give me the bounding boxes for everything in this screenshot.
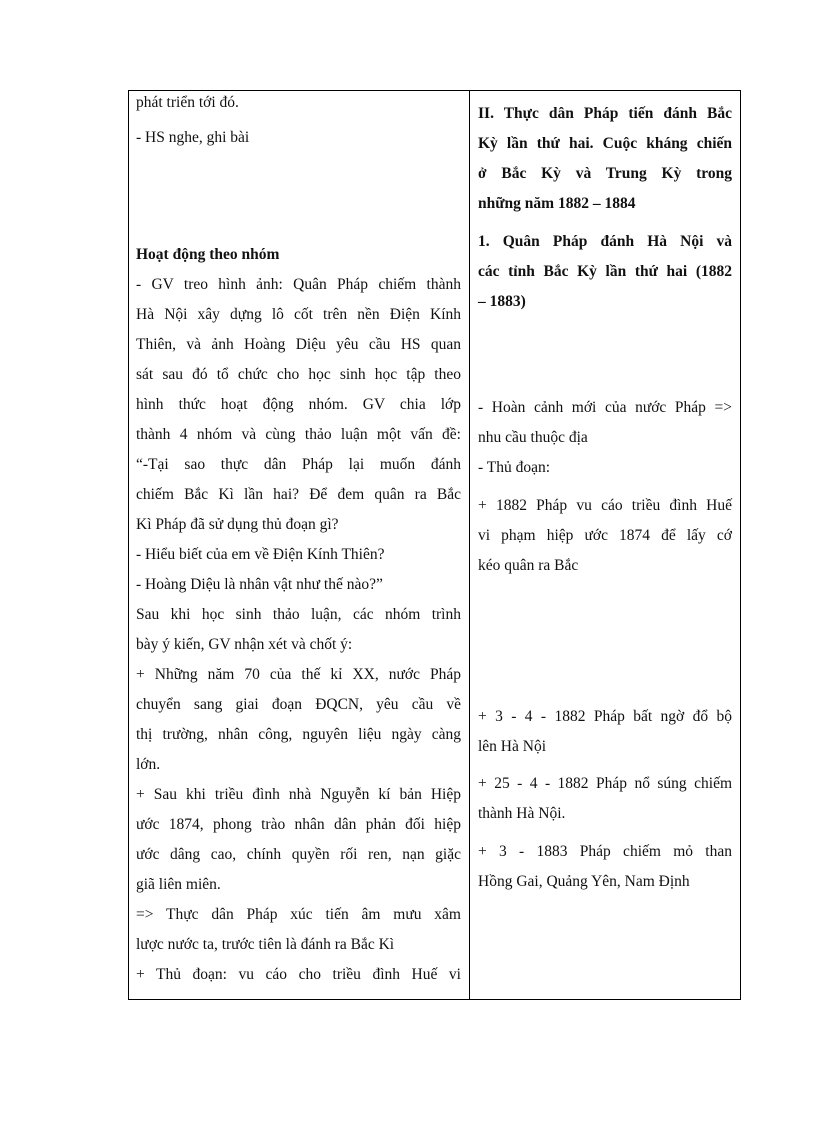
text-line: sát sau đó tổ chức cho học sinh học tập theo	[136, 366, 461, 383]
section-heading: những năm 1882 – 1884	[478, 195, 636, 212]
subsection-heading: 1. Quân Pháp đánh Hà Nội và	[478, 233, 732, 250]
text-line: lược nước ta, trước tiên là đánh ra Bắc Kì	[136, 936, 395, 953]
text-line: ước 1874, phong trào nhân dân phản đối hiệp	[136, 816, 461, 833]
text-line: + 1882 Pháp vu cáo triều đình Huế	[478, 497, 732, 514]
text-line: vi phạm hiệp ước 1874 để lấy cớ	[478, 527, 732, 544]
text-line: - Thủ đoạn:	[478, 459, 551, 476]
text-line: thị trường, nhân công, nguyên liệu ngày càng	[136, 726, 461, 743]
text-line: thành 4 nhóm và cùng thảo luận một vấn đề:	[136, 426, 461, 443]
lesson-table	[128, 90, 741, 1000]
text-line: ước dâng cao, chính quyền rối ren, nạn giặc	[136, 846, 461, 863]
content-column	[470, 91, 740, 999]
text-line: phát triển tới đó.	[136, 94, 239, 111]
text-line: + 25 - 4 - 1882 Pháp nổ súng chiếm	[478, 775, 732, 792]
text-line: - Hoàn cảnh mới của nước Pháp =>	[478, 399, 732, 416]
text-line: kéo quân ra Bắc	[478, 557, 579, 574]
text-line: lên Hà Nội	[478, 738, 547, 755]
text-line: - HS nghe, ghi bài	[136, 129, 250, 146]
text-line: + Những năm 70 của thế kỉ XX, nước Pháp	[136, 666, 461, 683]
text-line: bày ý kiến, GV nhận xét và chốt ý:	[136, 636, 353, 653]
section-heading: Kỳ lần thứ hai. Cuộc kháng chiến	[478, 135, 732, 152]
subsection-heading: các tỉnh Bắc Kỳ lần thứ hai (1882	[478, 263, 732, 280]
text-line: + 3 - 1883 Pháp chiếm mỏ than	[478, 843, 732, 860]
text-line: + Sau khi triều đình nhà Nguyễn kí bản Hiệp	[136, 786, 461, 803]
text-line: => Thực dân Pháp xúc tiến âm mưu xâm	[136, 906, 461, 923]
text-line: giã liên miên.	[136, 876, 221, 893]
text-line: Hồng Gai, Quảng Yên, Nam Định	[478, 873, 690, 890]
text-line: “-Tại sao thực dân Pháp lại muốn đánh	[136, 456, 461, 473]
text-line: hình thức hoạt động nhóm. GV chia lớp	[136, 396, 461, 413]
section-heading: ở Bắc Kỳ và Trung Kỳ trong	[478, 165, 732, 182]
text-line: Kì Pháp đã sử dụng thủ đoạn gì?	[136, 516, 339, 533]
activities-column	[129, 91, 469, 999]
text-line: chuyển sang giai đoạn ĐQCN, yêu cầu về	[136, 696, 461, 713]
text-line: Thiên, và ảnh Hoàng Diệu yêu cầu HS quan	[136, 336, 461, 353]
text-line: + Thủ đoạn: vu cáo cho triều đình Huế vi	[136, 966, 461, 983]
section-heading: Hoạt động theo nhóm	[136, 246, 280, 263]
text-line: chiếm Bắc Kì lần hai? Để đem quân ra Bắc	[136, 486, 461, 503]
text-line: thành Hà Nội.	[478, 805, 566, 822]
section-heading: II. Thực dân Pháp tiến đánh Bắc	[478, 105, 732, 122]
text-line: - GV treo hình ảnh: Quân Pháp chiếm thành	[136, 276, 461, 293]
subsection-heading: – 1883)	[478, 293, 526, 310]
text-line: Hà Nội xây dựng lô cốt trên nền Điện Kính	[136, 306, 461, 323]
text-line: Sau khi học sinh thảo luận, các nhóm trình	[136, 606, 461, 623]
text-line: nhu cầu thuộc địa	[478, 429, 588, 446]
text-line: + 3 - 4 - 1882 Pháp bất ngờ đổ bộ	[478, 708, 732, 725]
text-line: lớn.	[136, 756, 161, 773]
text-line: - Hoàng Diệu là nhân vật như thế nào?”	[136, 576, 383, 593]
text-line: - Hiểu biết của em về Điện Kính Thiên?	[136, 546, 385, 563]
